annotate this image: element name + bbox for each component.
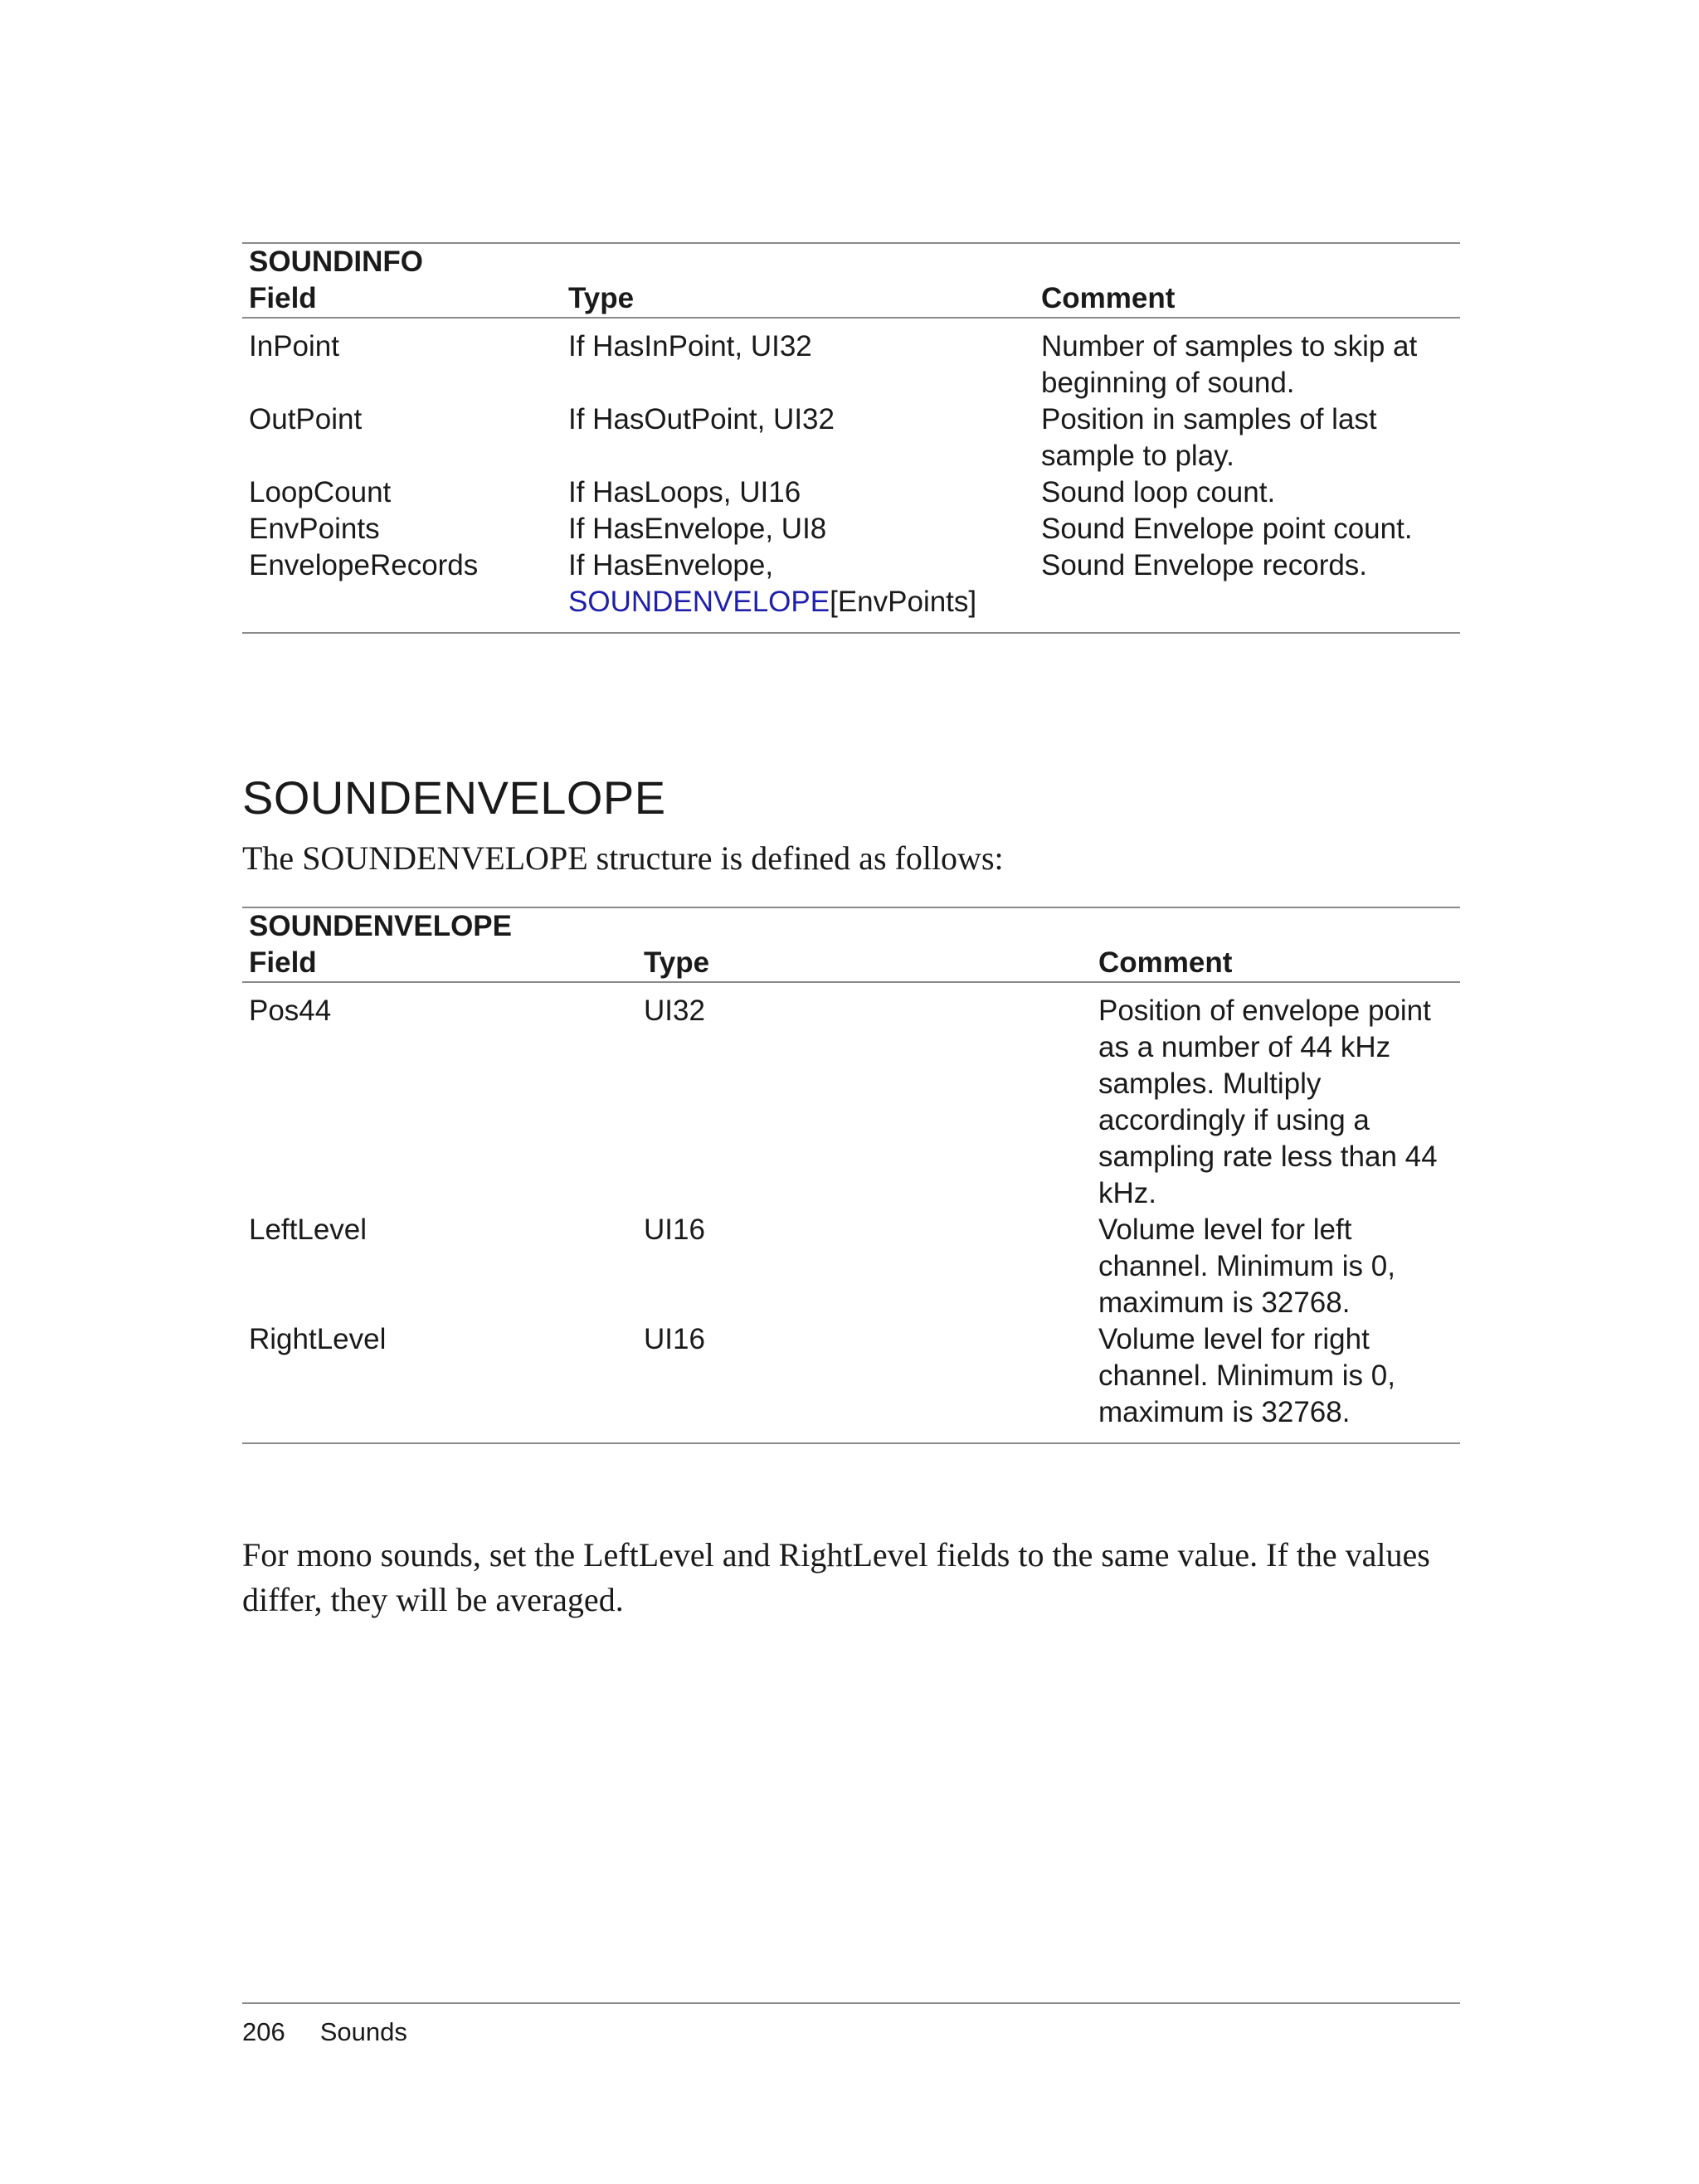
table-title-row <box>242 907 1460 945</box>
type-suffix: [EnvPoints] <box>830 586 977 618</box>
field-cell: EnvPoints <box>249 513 380 545</box>
comment-cell: Sound Envelope records. <box>1041 549 1368 581</box>
type-cell: UI16 <box>644 1323 705 1355</box>
page-number: 206 <box>242 2017 285 2046</box>
column-header-type: Type <box>562 280 1034 318</box>
soundinfo-table <box>242 242 1460 634</box>
table-header-row <box>242 945 1460 982</box>
page-footer <box>242 2002 1460 2049</box>
type-cell: UI16 <box>644 1214 705 1246</box>
soundenvelope-table <box>242 907 1460 1444</box>
table-row <box>242 1212 1460 1321</box>
field-cell: RightLevel <box>249 1323 387 1355</box>
table-title: SOUNDINFO <box>249 246 423 278</box>
comment-cell: Volume level for left channel. Minimum is 0, maximum is 32768. <box>1098 1214 1395 1319</box>
column-header-comment: Comment <box>1034 280 1460 318</box>
type-cell: If HasOutPoint, UI32 <box>568 403 835 435</box>
column-header-comment: Comment <box>1092 945 1460 982</box>
column-header-type: Type <box>637 945 1092 982</box>
comment-cell: Position of envelope point as a number of 44 kHz samples. Multiply accordingly if using a sampling rate less than 44 kHz. <box>1098 995 1438 1209</box>
comment-cell: Sound loop count. <box>1041 476 1276 508</box>
table-header-row <box>242 280 1460 318</box>
soundenvelope-link[interactable]: SOUNDENVELOPE <box>568 586 830 618</box>
field-cell: LoopCount <box>249 476 392 508</box>
table-row <box>242 982 1460 1212</box>
section-heading: SOUNDENVELOPE <box>242 771 666 824</box>
section-intro: The SOUNDENVELOPE structure is defined as follows: <box>242 839 1004 877</box>
table-row <box>242 511 1460 547</box>
type-cell: UI32 <box>644 995 705 1027</box>
field-cell: InPoint <box>249 330 339 362</box>
type-prefix: If HasEnvelope, <box>568 549 774 581</box>
type-cell: If HasInPoint, UI32 <box>568 330 812 362</box>
field-cell: Pos44 <box>249 995 332 1027</box>
body-paragraph: For mono sounds, set the LeftLevel and RightLevel fields to the same value. If the values differ, they will be averaged. <box>242 1536 1430 1618</box>
comment-cell: Position in samples of last sample to play. <box>1041 403 1377 472</box>
table-row <box>242 401 1460 474</box>
field-cell: LeftLevel <box>249 1214 368 1246</box>
type-cell <box>562 547 1034 633</box>
table-row <box>242 318 1460 401</box>
comment-cell: Sound Envelope point count. <box>1041 513 1413 545</box>
type-cell: If HasEnvelope, UI8 <box>568 513 827 545</box>
comment-cell: Volume level for right channel. Minimum is 0, maximum is 32768. <box>1098 1323 1395 1428</box>
column-header-field: Field <box>242 945 637 982</box>
table-row <box>242 1321 1460 1443</box>
table-title: SOUNDENVELOPE <box>249 910 512 942</box>
comment-cell: Number of samples to skip at beginning of sound. <box>1041 330 1418 399</box>
field-cell: OutPoint <box>249 403 363 435</box>
table-row <box>242 474 1460 511</box>
footer-section: Sounds <box>319 2017 407 2046</box>
type-cell: If HasLoops, UI16 <box>568 476 801 508</box>
table-row <box>242 547 1460 633</box>
field-cell: EnvelopeRecords <box>249 549 479 581</box>
column-header-field: Field <box>242 280 562 318</box>
table-title-row <box>242 243 1460 280</box>
